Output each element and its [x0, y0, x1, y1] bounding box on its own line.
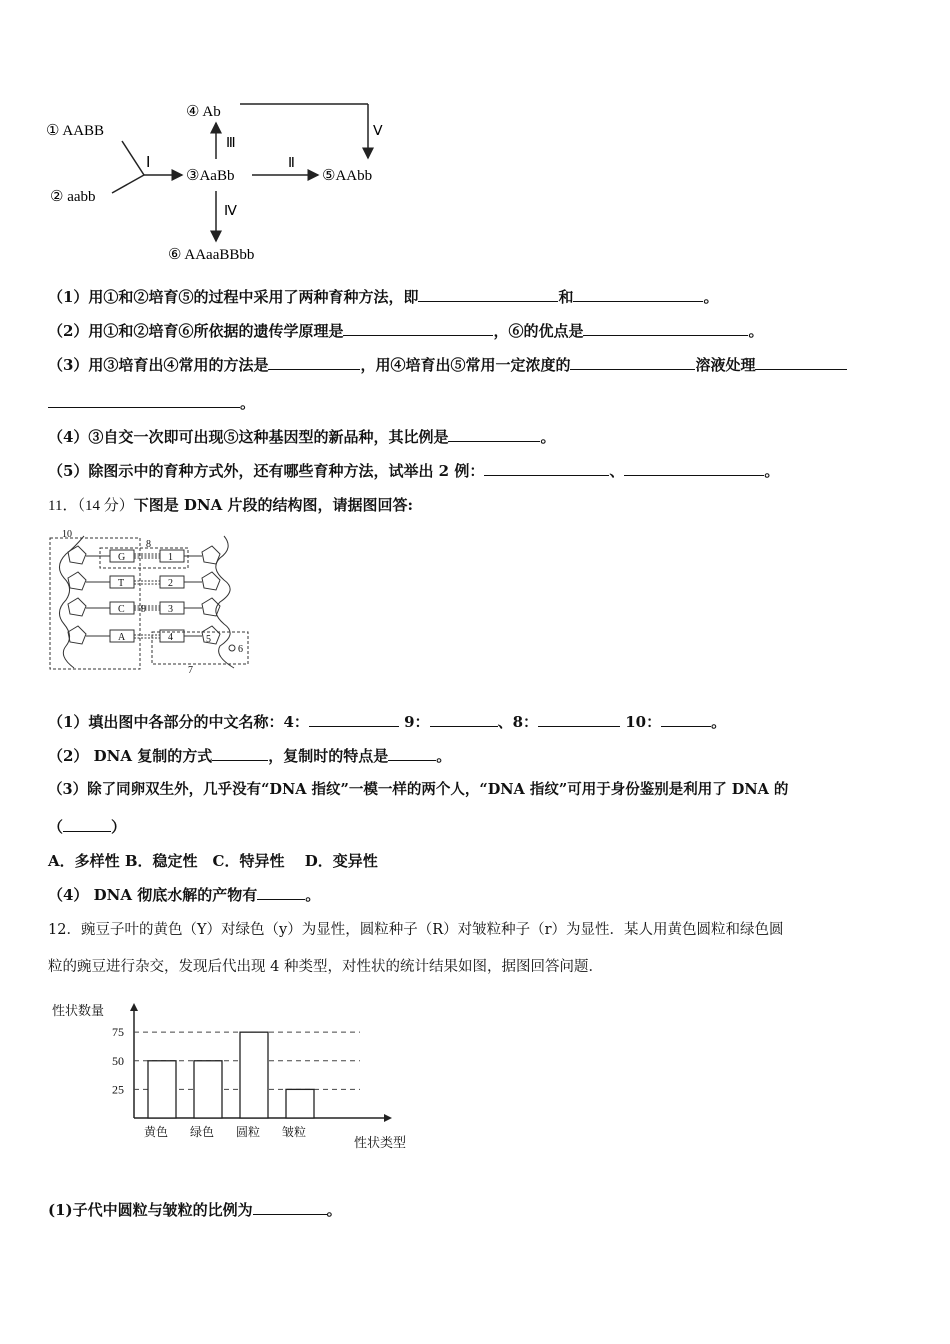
dna-label-8: 8: [146, 539, 151, 550]
answer-blank[interactable]: [343, 321, 493, 336]
q12-part1: (1)子代中圆粒与皱粒的比例为 。: [48, 1201, 342, 1219]
answer-blank[interactable]: [309, 712, 399, 727]
q10-part2: （2）用①和②培育⑥所依据的遗传学原理是 ，⑥的优点是 。: [48, 322, 764, 340]
q11-part3-cont: （ ）: [48, 818, 127, 836]
chart-x-arrow: [384, 1114, 392, 1122]
answer-blank[interactable]: [48, 393, 240, 408]
answer-blank[interactable]: [63, 817, 111, 832]
step-5: Ⅴ: [373, 124, 383, 139]
answer-blank[interactable]: [755, 355, 847, 370]
answer-blank[interactable]: [538, 712, 620, 727]
chart-y-tick-label: 75: [112, 1025, 124, 1040]
chart-bar: [240, 1032, 268, 1118]
chart-bar: [148, 1061, 176, 1118]
chart-x-tick-label: 圆粒: [236, 1125, 261, 1139]
node-6: ⑥ AAaaBBbb: [168, 247, 255, 263]
chart-y-tick-label: 25: [112, 1082, 124, 1097]
answer-blank[interactable]: [253, 1200, 327, 1215]
q10-part3: （3）用③培育出④常用的方法是 ，用④培育出⑤常用一定浓度的 溶液处理: [48, 355, 847, 375]
dna-base-right: 4: [168, 632, 173, 643]
q11-options: A．多样性 B．稳定性 C．特异性 D．变异性: [48, 852, 378, 870]
node-3: ③AaBb: [186, 168, 235, 184]
answer-blank[interactable]: [268, 355, 360, 370]
chart-x-label: 性状类型: [354, 1136, 407, 1151]
dna-label-9: 9: [141, 604, 146, 615]
q12-line1: 12．豌豆子叶的黄色（Y）对绿色（y）为显性，圆粒种子（R）对皱粒种子（r）为显性．某人用黄色圆粒和绿色圆: [48, 922, 784, 938]
answer-blank[interactable]: [484, 461, 609, 476]
chart-x-tick-label: 绿色: [190, 1125, 215, 1139]
dna-label-7: 7: [188, 665, 193, 674]
q10-part4: （4）③自交一次即可出现⑤这种基因型的新品种，其比例是 。: [48, 428, 556, 446]
step-1: Ⅰ: [146, 155, 151, 171]
chart-bar: [194, 1061, 222, 1118]
chart-y-tick-label: 50: [112, 1053, 124, 1068]
dna-base-right: 3: [168, 604, 173, 615]
dna-structure-diagram: [44, 528, 264, 674]
trait-bar-chart: [44, 995, 424, 1155]
answer-blank[interactable]: [573, 287, 703, 302]
dna-base-left: G: [118, 552, 126, 563]
q11-part4: （4） DNA 彻底水解的产物有 。: [48, 886, 321, 904]
q11-header: 11．（14 分）下图是 DNA 片段的结构图，请据图回答:: [48, 496, 414, 514]
chart-x-tick-label: 皱粒: [282, 1125, 307, 1139]
answer-blank[interactable]: [257, 885, 305, 900]
q10-part5: （5）除图示中的育种方式外，还有哪些育种方法，试举出 2 例： 、 。: [48, 462, 780, 480]
dna-base-right: 1: [168, 552, 173, 563]
q11-part3: （3）除了同卵双生外，几乎没有“DNA 指纹”一模一样的两个人，“DNA 指纹”可用于身份鉴别是利用了 DNA 的: [48, 781, 789, 798]
node-1: ① AABB: [46, 123, 105, 139]
answer-blank[interactable]: [570, 355, 695, 370]
step-4: Ⅳ: [224, 204, 237, 219]
q10-part1: （1）用①和②培育⑤的过程中采用了两种育种方法，即 和 。: [48, 288, 719, 306]
dna-base-left: C: [118, 604, 125, 615]
chart-bar: [286, 1089, 314, 1118]
breeding-diagram: [40, 95, 400, 270]
dna-base-right: 2: [168, 578, 173, 589]
dna-base-left: T: [118, 578, 125, 589]
chart-x-tick-label: 黄色: [144, 1125, 169, 1139]
chart-y-label: 性状数量: [52, 1004, 105, 1019]
q11-part1: （1）填出图中各部分的中文名称：4： 9： 、8： 10： 。: [48, 713, 727, 731]
chart-y-arrow: [130, 1003, 138, 1011]
node-5: ⑤AAbb: [322, 168, 373, 184]
node-4: ④ Ab: [186, 104, 221, 120]
answer-blank[interactable]: [212, 746, 268, 761]
answer-blank[interactable]: [448, 427, 540, 442]
answer-blank[interactable]: [388, 746, 436, 761]
dna-base-left: A: [118, 632, 126, 643]
step-3: Ⅲ: [226, 136, 236, 151]
dna-label-6: 6: [238, 644, 243, 655]
q10-part3-cont: 。: [48, 393, 255, 413]
answer-blank[interactable]: [430, 712, 498, 727]
answer-blank[interactable]: [418, 287, 558, 302]
q12-line2: 粒的豌豆进行杂交，发现后代出现 4 种类型，对性状的统计结果如图，据图回答问题．: [48, 959, 603, 975]
answer-blank[interactable]: [661, 712, 711, 727]
answer-blank[interactable]: [624, 461, 764, 476]
q11-part2: （2） DNA 复制的方式 ，复制时的特点是 。: [48, 747, 452, 765]
step-2: Ⅱ: [288, 156, 295, 171]
node-2: ② aabb: [50, 189, 96, 205]
dna-label-10: 10: [62, 529, 72, 540]
answer-blank[interactable]: [583, 321, 748, 336]
dna-label-5: 5: [206, 634, 211, 645]
